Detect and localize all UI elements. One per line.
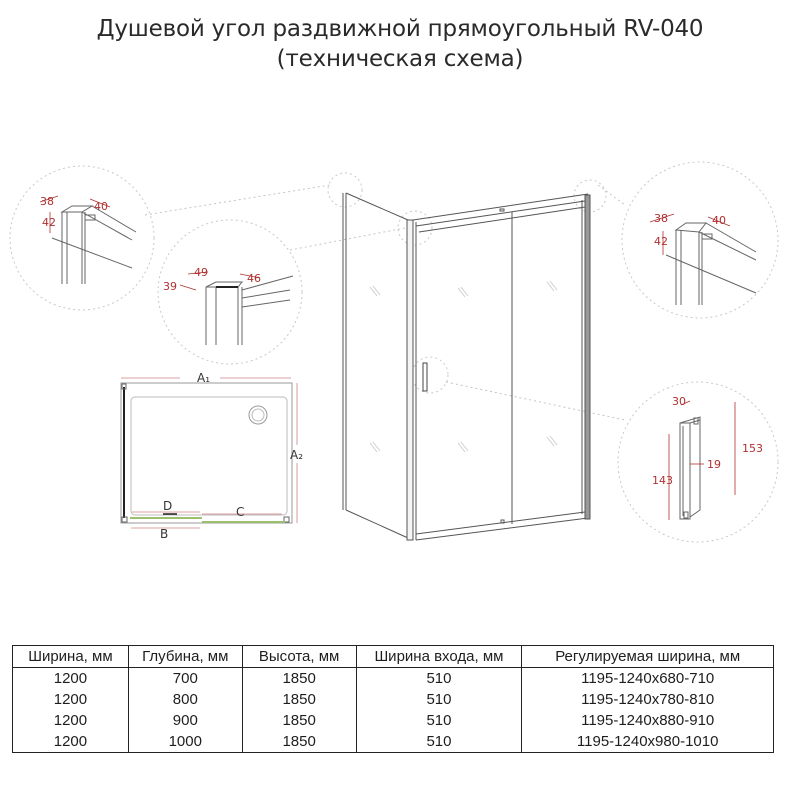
cell-width: 1200: [13, 689, 129, 710]
title-line-1: Душевой угол раздвижной прямоугольный RV-040: [96, 16, 704, 42]
table-row: [13, 668, 774, 690]
cell-width: 1200: [13, 668, 129, 690]
table-row: [13, 689, 774, 710]
table-header-row: [13, 646, 774, 668]
detail-top-left-profile: [10, 166, 154, 310]
cell-depth: 1000: [128, 731, 242, 753]
header-entry-width: Ширина входа, мм: [356, 646, 522, 668]
dim-49: 49: [194, 266, 208, 279]
cell-entry-width: 510: [356, 689, 522, 710]
table-row: [13, 710, 774, 731]
dim-40-right: 40: [712, 214, 726, 227]
dim-153: 153: [742, 442, 763, 455]
callout-connectors: [145, 185, 625, 420]
header-height: Высота, мм: [242, 646, 356, 668]
cell-height: 1850: [242, 731, 356, 753]
specifications-table: [12, 645, 774, 753]
cell-entry-width: 510: [356, 731, 522, 753]
plan-label-d: D: [163, 499, 173, 513]
cell-adjustable-width: 1195-1240x980-1010: [522, 731, 774, 753]
cell-entry-width: 510: [356, 710, 522, 731]
detail-middle-left-profile: [158, 220, 302, 364]
table-row: [13, 731, 774, 753]
plan-view: [121, 371, 303, 541]
cell-depth: 800: [128, 689, 242, 710]
detail-handle: [618, 382, 778, 542]
dim-39: 39: [163, 280, 177, 293]
dim-38: 38: [40, 195, 54, 208]
dim-42-right: 42: [654, 235, 668, 248]
cell-depth: 900: [128, 710, 242, 731]
title-line-2: (техническая схема): [276, 46, 524, 72]
glass-reflections: [370, 281, 557, 452]
dim-19: 19: [707, 458, 721, 471]
header-depth: Глубина, мм: [128, 646, 242, 668]
dim-40: 40: [94, 200, 108, 213]
plan-label-a1: A₁: [197, 371, 211, 385]
plan-label-b: B: [160, 527, 169, 541]
callout-circles: [328, 173, 606, 393]
plan-label-c: C: [236, 505, 245, 519]
cell-entry-width: 510: [356, 668, 522, 690]
cell-depth: 700: [128, 668, 242, 690]
dim-30: 30: [672, 395, 686, 408]
header-width: Ширина, мм: [13, 646, 129, 668]
header-adjustable-width: Регулируемая ширина, мм: [522, 646, 774, 668]
cell-height: 1850: [242, 668, 356, 690]
dim-42: 42: [42, 216, 56, 229]
cell-adjustable-width: 1195-1240x680-710: [522, 668, 774, 690]
cell-adjustable-width: 1195-1240x880-910: [522, 710, 774, 731]
cell-width: 1200: [13, 710, 129, 731]
detail-top-right-profile: [622, 162, 778, 318]
cell-width: 1200: [13, 731, 129, 753]
enclosure-isometric: [343, 193, 590, 540]
cell-height: 1850: [242, 710, 356, 731]
dim-38-right: 38: [654, 212, 668, 225]
cell-adjustable-width: 1195-1240x780-810: [522, 689, 774, 710]
dim-46: 46: [247, 272, 261, 285]
plan-label-a2: A₂: [290, 448, 304, 462]
cell-height: 1850: [242, 689, 356, 710]
dim-143: 143: [652, 474, 673, 487]
